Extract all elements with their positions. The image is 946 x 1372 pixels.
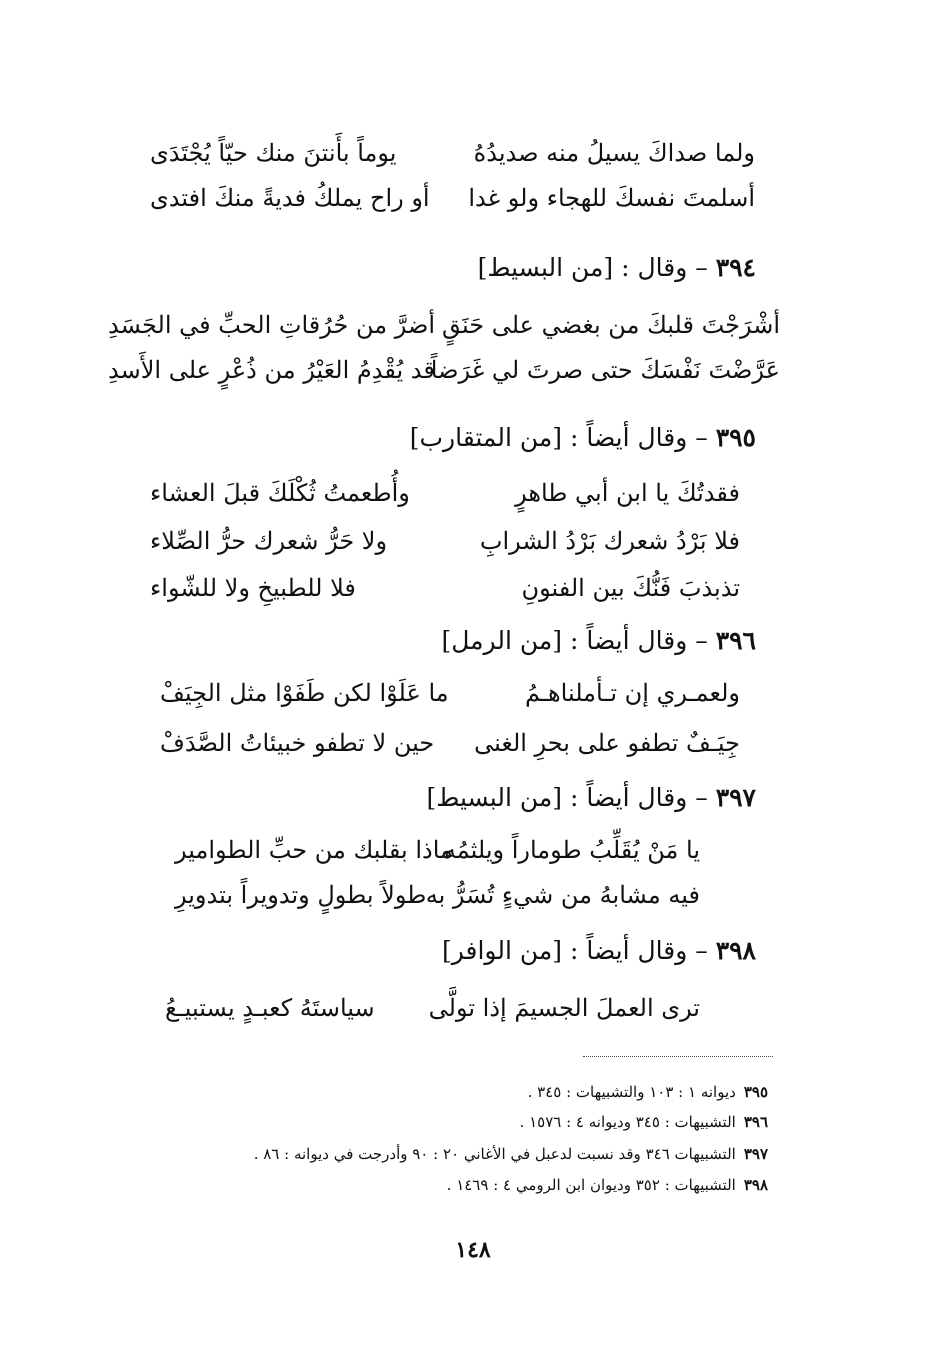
poem-intro: – وقال : [من البسيط] [477, 253, 708, 282]
poem-number: ٣٩٥ [715, 423, 756, 452]
poem-number: ٣٩٨ [715, 936, 756, 965]
verse-second-hemistich: يوماً بأَنتنَ منك حيّاً يُجْتَدَى [150, 139, 397, 167]
verse-first-hemistich: يا مَنْ يُقَلِّبُ طوماراً ويلثمُه [443, 836, 700, 864]
verse-first-hemistich: جِيَـفٌ تطفو على بحرِ الغنى [474, 729, 740, 757]
verse-first-hemistich: ترى العملَ الجسيمَ إذا تولَّى [428, 994, 700, 1022]
footnote-number: ٣٩٦ [743, 1113, 768, 1131]
verse-first-hemistich: ولعمـري إن تـأملناهـمُ [524, 679, 740, 707]
poem-heading [426, 782, 756, 814]
verse-second-hemistich: سياستَهُ كعبـدٍ يستبيـعُ [165, 994, 375, 1022]
footnote [447, 1175, 768, 1195]
poem-heading [441, 625, 756, 657]
poem-number: ٣٩٤ [715, 253, 756, 282]
verse-second-hemistich: حين لا تطفو خبيئاتُ الصَّدَفْ [160, 729, 435, 757]
verse-first-hemistich: أسلمتَ نفسكَ للهجاء ولو غدا [468, 184, 755, 212]
verse-second-hemistich: طولاً بطولٍ وتدويراً بتدويرِ [175, 881, 427, 909]
verse-first-hemistich: فيه مشابهُ من شيءٍ تُسَرُّ به [425, 881, 700, 909]
footnote-number: ٣٩٧ [743, 1145, 768, 1163]
footnote [528, 1082, 768, 1102]
footnote [520, 1112, 768, 1132]
footnote-text: ديوانه ١ : ١٠٣ والتشبيهات : ٣٤٥ . [527, 1083, 736, 1101]
verse-first-hemistich: فقدتُكَ يا ابن أبي طاهرٍ [515, 479, 740, 507]
footnote-number: ٣٩٨ [743, 1176, 768, 1194]
verse-second-hemistich: أو راح يملكُ فديةً منكَ افتدى [150, 184, 430, 212]
poem-intro: – وقال أيضاً : [من الرمل] [441, 626, 708, 655]
verse-second-hemistich: فلا للطبيخِ ولا للشّواء [150, 574, 356, 602]
verse-second-hemistich: ماذا بقلبك من حبِّ الطوامير [175, 836, 453, 864]
poem-number: ٣٩٦ [715, 626, 756, 655]
verse-first-hemistich: فلا بَرْدُ شعرك بَرْدُ الشرابِ [479, 527, 740, 555]
poem-intro: – وقال أيضاً : [من المتقارب] [409, 423, 708, 452]
poem-intro: – وقال أيضاً : [من الوافر] [441, 936, 708, 965]
footnote-text: التشبيهات : ٣٥٢ وديوان ابن الرومي ٤ : ١٤٦٩ . [446, 1176, 736, 1194]
page-number: ١٤٨ [455, 1237, 491, 1263]
verse-second-hemistich: وأُطعمتُ ثُكْلَكَ قبلَ العشاء [150, 479, 410, 507]
footnote-text: التشبيهات : ٣٤٥ وديوانه ٤ : ١٥٧٦ . [519, 1113, 736, 1131]
footnote-divider [583, 1056, 773, 1057]
verse-second-hemistich: أضرَّ من حُرُقاتِ الحبِّ في الجَسَدِ [108, 311, 436, 339]
footnote-text: التشبيهات ٣٤٦ وقد نسبت لدعبل في الأغاني ٢٠ : ٩٠ وأدرجت في ديوانه : ٨٦ . [253, 1145, 736, 1163]
footnote [254, 1144, 768, 1164]
verse-second-hemistich: ولا حَرُّ شعرك حرُّ الصِّلاء [150, 527, 388, 555]
verse-second-hemistich: ما عَلَوْا لكن طَفَوْا مثل الجِيَفْ [160, 679, 449, 707]
verse-first-hemistich: ولما صداكَ يسيلُ منه صديدُهُ [473, 139, 755, 167]
verse-first-hemistich: أشْرَجْتَ قلبكَ من بغضي على حَنَقٍ [441, 311, 780, 339]
verse-first-hemistich: عَرَّضْتَ نَفْسَكَ حتى صرتَ لي غَرَضاً [430, 356, 780, 384]
poem-intro: – وقال أيضاً : [من البسيط] [426, 783, 708, 812]
verse-second-hemistich: قد يُقْدِمُ العَيْرُ من ذُعْرٍ على الأَسدِ [108, 356, 435, 384]
footnote-number: ٣٩٥ [743, 1083, 768, 1101]
poem-heading [478, 252, 756, 284]
verse-first-hemistich: تذبذبَ فَنُّكَ بين الفنونِ [521, 574, 740, 602]
poem-number: ٣٩٧ [715, 783, 756, 812]
poem-heading [410, 422, 756, 454]
poem-heading [442, 935, 756, 967]
